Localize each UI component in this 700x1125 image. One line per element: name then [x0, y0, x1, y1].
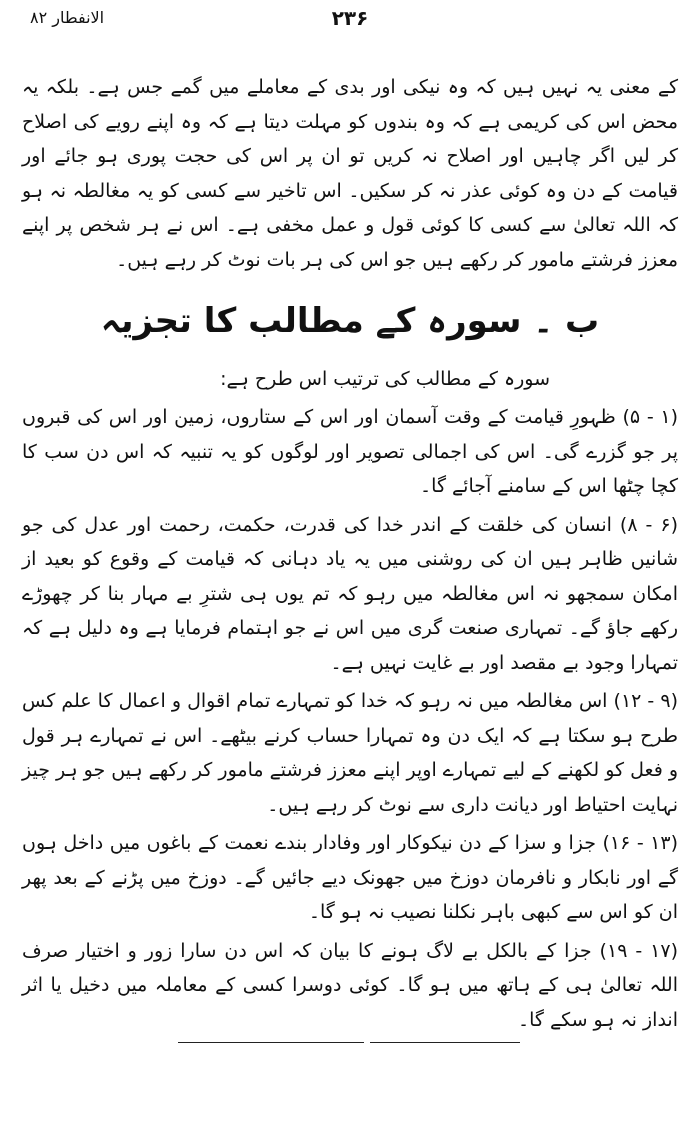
page-number: ۲۳۶ — [331, 6, 369, 30]
intro-line: سورہ کے مطالب کی ترتیب اس طرح ہے: — [220, 368, 550, 390]
section-heading: ب ۔ سورہ کے مطالب کا تجزیہ — [100, 301, 600, 341]
page-header — [20, 6, 680, 36]
intro-paragraph: کے معنی یہ نہیں ہیں کہ وہ نیکی اور بدی کے معاملے میں گمے جس ہے۔ بلکہ یہ محض اس کی کریمی ہے کہ وہ بندوں کو مہلت دیتا ہے کہ وہ اپنے رویے کی اصلاح کر لیں اگر چاہیں اور اصلاح نہ کریں تو ان پر اس کی حجت پوری ہو جائے اور قیامت کے دن وہ کوئی عذر نہ کر سکیں۔ اس تاخیر سے کسی کو یہ مغالطہ نہ ہو کہ اللہ تعالیٰ سے کسی کا کوئی قول و عمل مخفی ہے۔ اس نے ہر شخص پر اپنے معزز فرشتے مامور کر رکھے ہیں جو اس کی ہر بات نوٹ کر رہے ہیں۔ — [22, 76, 678, 271]
list-item: (۱ - ۵) ظہورِ قیامت کے وقت آسمان اور اس کے ستاروں، زمین اور اس کی قبروں پر جو گزرے گی۔ اس کی اجمالی تصویر اور لوگوں کو یہ تنبیہ کہ اس دن سب کا کچا چٹھا اس کے سامنے آجائے گا۔ — [22, 406, 679, 497]
running-head: الانفطار ۸۲ — [30, 8, 105, 27]
list-item: (۹ - ۱۲) اس مغالطہ میں نہ رہو کہ خدا کو تمہارے تمام اقوال و اعمال کا علم کس طرح ہو سکتا ہے کہ ایک دن وہ تمہارا حساب کرنے بیٹھے۔ اس نے تمہارے ہر قول و فعل کو لکھنے کے لیے تمہارے اوپر اپنے معزز فرشتے مامور کر رکھے ہیں جو ہر چیز نہایت احتیاط اور دیانت داری سے نوٹ کر رہے ہیں۔ — [22, 690, 678, 816]
footer-divider — [370, 1042, 520, 1043]
analysis-list — [22, 400, 678, 1041]
list-item: (۱۳ - ۱۶) جزا و سزا کے دن نیکوکار اور وفادار بندے نعمت کے باغوں میں داخل ہوں گے اور نابکار و نافرمان دوزخ میں جھونک دیے جائیں گے۔ دوزخ میں پڑنے کے بعد پھر ان کو اس سے کبھی باہر نکلنا نصیب نہ ہو گا۔ — [22, 832, 678, 923]
list-item: (۶ - ۸) انسان کی خلقت کے اندر خدا کی قدرت، حکمت، رحمت اور عدل کی جو شانیں ظاہر ہیں ان کی روشنی میں یہ یاد دہانی کہ قیامت کے وقوع کو بعید از امکان سمجھو نہ اس مغالطہ میں رہو کہ تم یوں ہی شترِ بے مہار بنا کر چھوڑے رکھے جاؤ گے۔ تمہاری صنعت گری میں اس نے جو اہتمام فرمایا ہے وہ دلیل ہے کہ تمہارا وجود بے مقصد اور بے غایت نہیں ہے۔ — [22, 513, 678, 674]
footer-divider — [178, 1042, 364, 1043]
list-item: (۱۷ - ۱۹) جزا کے بالکل بے لاگ ہونے کا بیان کہ اس دن سارا زور و اختیار صرف اللہ تعالیٰ ہی کے ہاتھ میں ہو گا۔ کوئی دوسرا کسی کے معاملہ میں دخیل یا اثر انداز نہ ہو سکے گا۔ — [22, 939, 679, 1031]
